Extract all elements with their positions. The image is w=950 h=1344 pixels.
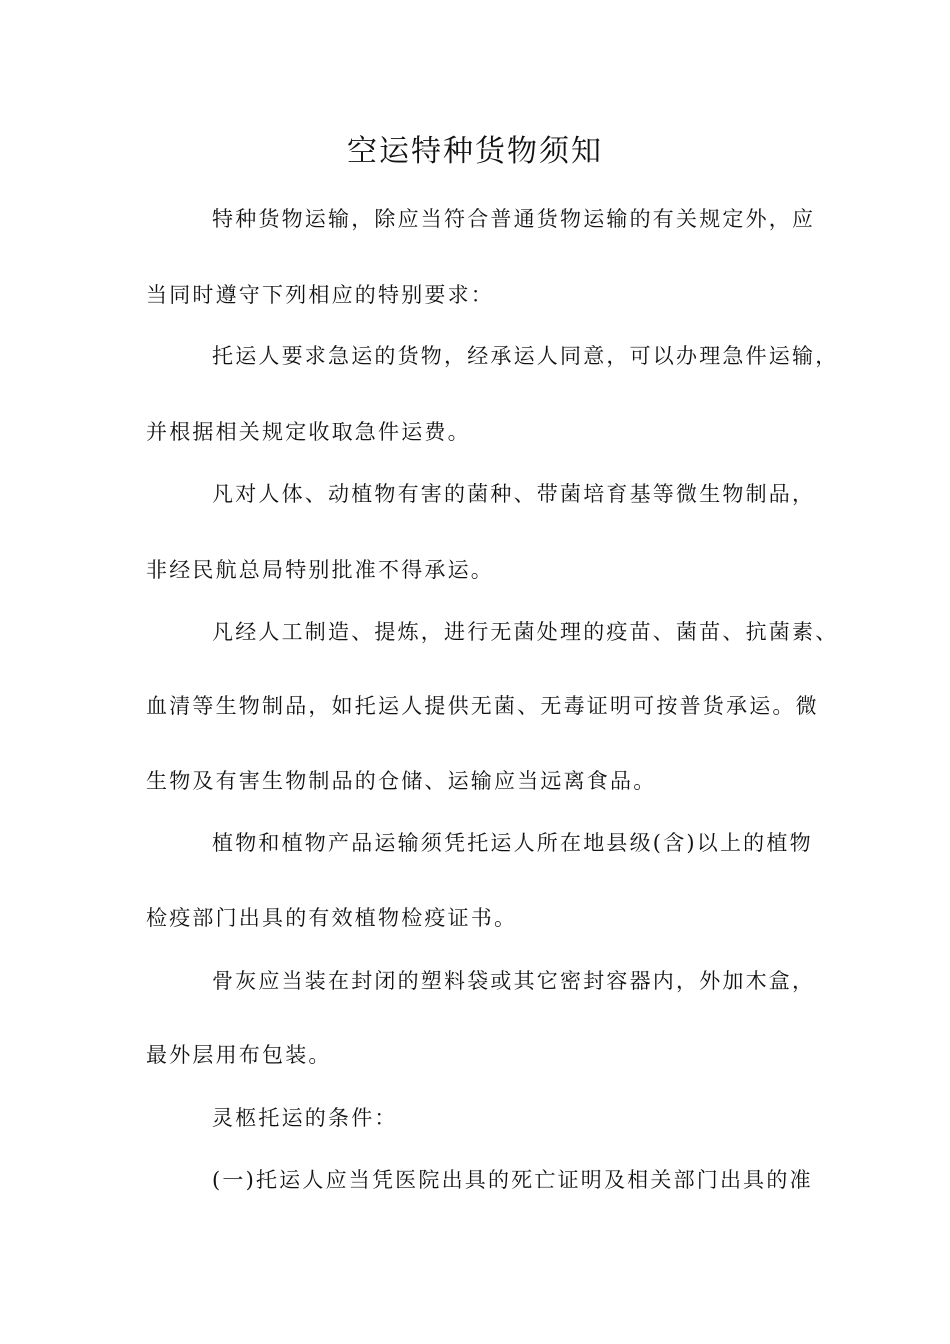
text-line: 血清等生物制品，如托运人提供无菌、无毒证明可按普货承运。微: [146, 694, 819, 718]
text-line: 特种货物运输，除应当符合普通货物运输的有关规定外，应: [212, 207, 816, 231]
text-line: 检疫部门出具的有效植物检疫证书。: [146, 906, 518, 930]
text-line: (一)托运人应当凭医院出具的死亡证明及相关部门出具的准: [212, 1168, 813, 1192]
text-line: 托运人要求急运的货物，经承运人同意，可以办理急件运输，: [212, 344, 839, 368]
text-line: 最外层用布包装。: [146, 1043, 332, 1067]
text-line: 当同时遵守下列相应的特别要求：: [146, 283, 494, 307]
text-line: 灵柩托运的条件：: [212, 1106, 398, 1130]
text-line: 非经民航总局特别批准不得承运。: [146, 558, 494, 582]
text-line: 凡经人工制造、提炼，进行无菌处理的疫苗、菌苗、抗菌素、: [212, 620, 839, 644]
document-title: 空运特种货物须知: [347, 134, 603, 169]
text-line: 并根据相关规定收取急件运费。: [146, 420, 471, 444]
text-line: 生物及有害生物制品的仓储、运输应当远离食品。: [146, 769, 657, 793]
text-line: 植物和植物产品运输须凭托运人所在地县级(含)以上的植物: [212, 831, 813, 855]
text-line: 凡对人体、动植物有害的菌种、带菌培育基等微生物制品，: [212, 482, 816, 506]
text-line: 骨灰应当装在封闭的塑料袋或其它密封容器内，外加木盒，: [212, 969, 816, 993]
